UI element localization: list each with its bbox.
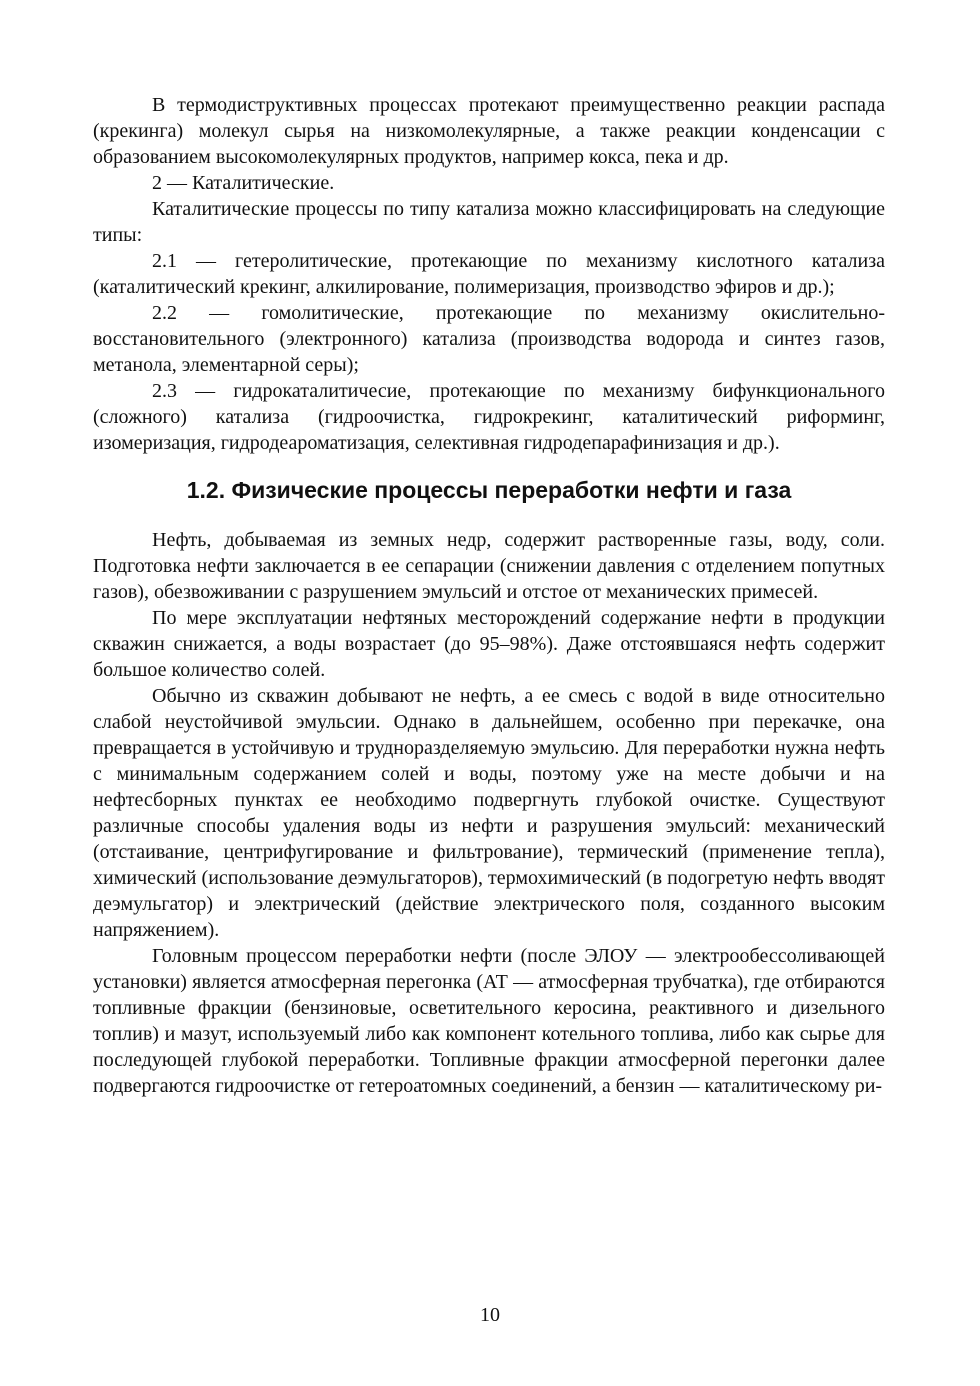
paragraph-field-exploitation: По мере эксплуатации нефтяных месторождений содержание нефти в продукции скважин снижается, а воды возрастает (до 95–98%). Даже отстоявшаяся нефть содержит большое количество солей. (93, 607, 885, 681)
paragraph-type-2-2: 2.2 — гомолитические, протекающие по механизму окислительно-восстановительного (электронного) катализа (производства водорода и синтез газов, метанола, элементарной серы); (93, 302, 885, 376)
paragraph-oil-preparation: Нефть, добываемая из земных недр, содержит растворенные газы, воду, соли. Подготовка нефти заключается в ее сепарации (снижении давления с отделением попутных газов), обезвоживании с разрушением эмульсий и отстое от механических примесей. (93, 529, 885, 603)
page-body (93, 92, 885, 1099)
paragraph-emulsion-removal: Обычно из скважин добывают не нефть, а ее смесь с водой в виде относительно слабой неустойчивой эмульсии. Однако в дальнейшем, особенно при перекачке, она превращается в устойчивую и трудноразделяемую эмульсию. Для переработки нужна нефть с минимальным содержанием солей и воды, поэтому уже на месте добычи и на нефтесборных пунктах ее необходимо подвергнуть глубокой очистке. Существуют различные способы удаления воды из нефти и разрушения эмульсий: механический (отстаивание, центрифугирование и фильтрование), термический (применение тепла), химический (использование деэмульгаторов), термохимический (в подогретую нефть вводят деэмульгатор) и электрический (действие электрического поля, созданного высоким напряжением). (93, 685, 885, 941)
paragraph-catalytic-heading: 2 — Каталитические. (152, 172, 335, 194)
paragraph-type-2-1: 2.1 — гетеролитические, протекающие по механизму кислотного катализа (каталитический крекинг, алкилирование, полимеризация, производство эфиров и др.); (93, 250, 885, 298)
section-heading: 1.2. Физические процессы переработки нефти и газа (186, 477, 792, 503)
paragraph-atmospheric-distillation: Головным процессом переработки нефти (после ЭЛОУ — электрообессоливающей установки) является атмосферная перегонка (АТ — атмосферная трубчатка), где отбираются топливные фракции (бензиновые, осветительного керосина, реактивного и дизельного топлив) и мазут, используемый либо как компонент котельного топлива, либо как сырье для последующей глубокой переработки. Топливные фракции атмосферной перегонки далее подвергаются гидроочистке от гетероатомных соединений, а бензин — каталитическому ри- (93, 945, 885, 1097)
paragraph-thermodestructive: В термодиструктивных процессах протекают преимущественно реакции распада (крекинга) молекул сырья на низкомолекулярные, а также реакции конденсации с образованием высокомолекулярных продуктов, например кокса, пека и др. (93, 94, 885, 168)
paragraph-type-2-3: 2.3 — гидрокаталитичесие, протекающие по механизму бифункционального (сложного) катализа (гидроочистка, гидрокрекинг, каталитический риформинг, изомеризация, гидродеароматизация, селективная гидродепарафинизация и др.). (93, 380, 885, 454)
paragraph-catalysis-types: Каталитические процессы по типу катализа можно классифицировать на следующие типы: (93, 198, 885, 246)
page-number: 10 (480, 1304, 500, 1326)
